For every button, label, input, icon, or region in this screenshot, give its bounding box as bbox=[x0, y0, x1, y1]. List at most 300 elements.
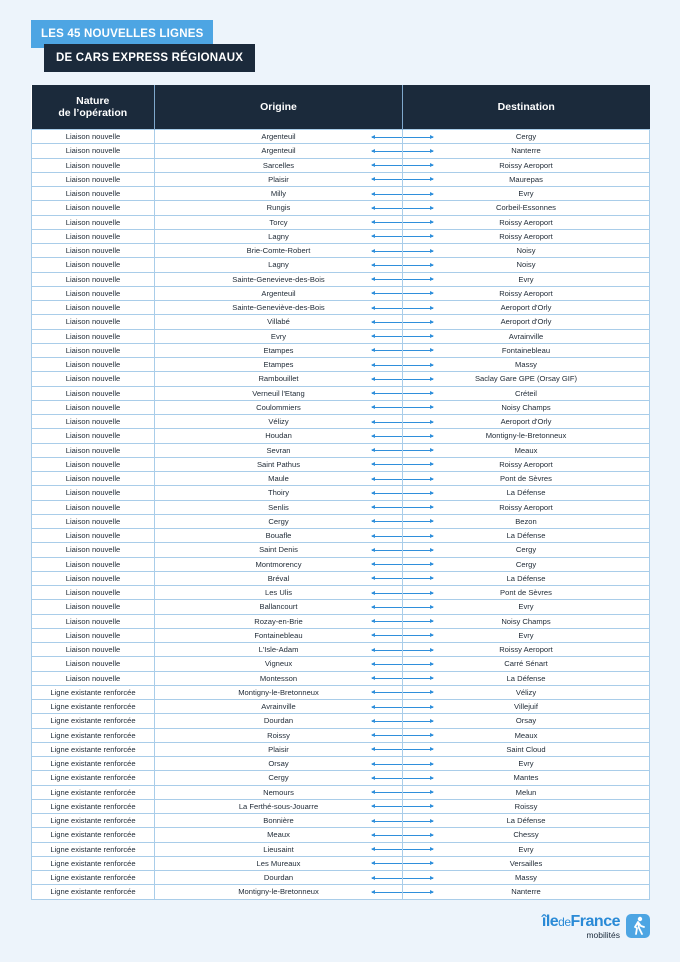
cell-nature: Liaison nouvelle bbox=[32, 172, 155, 186]
table-row bbox=[32, 215, 650, 229]
cell-destination bbox=[403, 443, 650, 457]
cell-nature: Liaison nouvelle bbox=[32, 657, 155, 671]
origine-text: Montigny-le-Bretonneux bbox=[238, 687, 319, 697]
arrow-right-icon bbox=[403, 493, 433, 494]
arrow-right-icon bbox=[403, 322, 433, 323]
table-row bbox=[32, 229, 650, 243]
destination-text: Villejuif bbox=[514, 702, 538, 711]
cell-destination bbox=[403, 400, 650, 414]
cell-destination bbox=[403, 714, 650, 728]
logo-subtitle: mobilités bbox=[586, 930, 620, 940]
cell-origine bbox=[155, 643, 403, 657]
table-row bbox=[32, 187, 650, 201]
arrow-right-icon bbox=[403, 849, 433, 850]
origine-text: Ballancourt bbox=[259, 602, 298, 612]
destination-text: Melun bbox=[515, 787, 537, 797]
cell-origine bbox=[155, 600, 403, 614]
arrow-right-icon bbox=[403, 265, 433, 266]
origine-text: Vigneux bbox=[264, 659, 293, 669]
origine-text: Brie-Comte-Robert bbox=[246, 246, 311, 255]
arrow-left-icon bbox=[372, 436, 402, 437]
arrow-left-icon bbox=[372, 137, 402, 138]
arrow-right-icon bbox=[403, 422, 433, 423]
arrow-right-icon bbox=[403, 365, 433, 366]
arrow-left-icon bbox=[372, 650, 402, 651]
arrow-left-icon bbox=[372, 293, 402, 294]
cell-nature: Liaison nouvelle bbox=[32, 301, 155, 315]
column-header-nature: Nature de l’opération bbox=[32, 85, 155, 130]
arrow-right-icon bbox=[403, 749, 433, 750]
destination-text: Avrainville bbox=[508, 331, 544, 341]
origine-text: Montigny-le-Bretonneux bbox=[238, 887, 319, 897]
cell-origine bbox=[155, 372, 403, 386]
table-row bbox=[32, 600, 650, 614]
title-line-1: LES 45 NOUVELLES LIGNES bbox=[31, 20, 213, 48]
cell-destination bbox=[403, 828, 650, 842]
arrow-left-icon bbox=[372, 721, 402, 722]
table-row bbox=[32, 443, 650, 457]
cell-destination bbox=[403, 201, 650, 215]
cell-nature: Ligne existante renforcée bbox=[32, 728, 155, 742]
destination-text: Evry bbox=[518, 844, 534, 854]
arrow-right-icon bbox=[403, 664, 433, 665]
cell-origine bbox=[155, 685, 403, 699]
arrow-right-icon bbox=[403, 350, 433, 351]
cell-nature: Ligne existante renforcée bbox=[32, 856, 155, 870]
cell-origine bbox=[155, 329, 403, 343]
origine-text: Les Mureaux bbox=[256, 858, 301, 868]
arrow-left-icon bbox=[372, 536, 402, 537]
origine-text: Cergy bbox=[268, 773, 289, 783]
cell-origine bbox=[155, 472, 403, 486]
origine-text: Montmorency bbox=[255, 559, 302, 569]
cell-destination bbox=[403, 187, 650, 201]
cell-origine bbox=[155, 187, 403, 201]
origine-text: Senlis bbox=[268, 502, 289, 512]
cell-destination bbox=[403, 571, 650, 585]
table-row bbox=[32, 543, 650, 557]
arrow-left-icon bbox=[372, 821, 402, 822]
cell-origine bbox=[155, 814, 403, 828]
cell-destination bbox=[403, 543, 650, 557]
table-row bbox=[32, 429, 650, 443]
cell-origine bbox=[155, 244, 403, 258]
destination-text: Nanterre bbox=[511, 887, 541, 897]
arrow-right-icon bbox=[403, 721, 433, 722]
origine-text: Rungis bbox=[266, 203, 291, 213]
destination-text: Saint Cloud bbox=[506, 744, 546, 754]
cell-nature: Liaison nouvelle bbox=[32, 557, 155, 571]
arrow-right-icon bbox=[403, 293, 433, 294]
arrow-left-icon bbox=[372, 692, 402, 693]
destination-text: Massy bbox=[515, 873, 537, 882]
cell-destination bbox=[403, 771, 650, 785]
origine-text: Argenteuil bbox=[261, 288, 296, 298]
cell-origine bbox=[155, 771, 403, 785]
cell-nature: Liaison nouvelle bbox=[32, 643, 155, 657]
destination-text: Roissy Aeroport bbox=[499, 160, 553, 170]
destination-text: Créteil bbox=[515, 388, 537, 398]
logo-wordmark: îledeFrance bbox=[541, 913, 620, 930]
table-body bbox=[32, 130, 650, 900]
cell-origine bbox=[155, 799, 403, 813]
arrow-left-icon bbox=[372, 350, 402, 351]
cell-origine bbox=[155, 514, 403, 528]
cell-origine bbox=[155, 400, 403, 414]
cell-origine bbox=[155, 429, 403, 443]
table-row bbox=[32, 244, 650, 258]
destination-text: Orsay bbox=[515, 716, 537, 726]
destination-text: Evry bbox=[518, 602, 534, 612]
cell-destination bbox=[403, 258, 650, 272]
origine-text: Nemours bbox=[263, 787, 294, 797]
arrow-left-icon bbox=[372, 664, 402, 665]
cell-destination bbox=[403, 343, 650, 357]
destination-text: Aeroport d'Orly bbox=[500, 303, 552, 312]
cell-nature: Liaison nouvelle bbox=[32, 472, 155, 486]
origine-text: Sainte-Genevieve-des-Bois bbox=[232, 274, 325, 284]
arrow-right-icon bbox=[403, 578, 433, 579]
destination-text: La Défense bbox=[506, 573, 546, 583]
arrow-left-icon bbox=[372, 678, 402, 679]
cell-destination bbox=[403, 742, 650, 756]
arrow-left-icon bbox=[372, 578, 402, 579]
cell-origine bbox=[155, 871, 403, 885]
table-row bbox=[32, 814, 650, 828]
table-row bbox=[32, 643, 650, 657]
arrow-left-icon bbox=[372, 635, 402, 636]
arrow-left-icon bbox=[372, 564, 402, 565]
origine-text: Lieusaint bbox=[263, 844, 294, 854]
destination-text: Meaux bbox=[514, 445, 538, 455]
cell-origine bbox=[155, 130, 403, 144]
arrow-right-icon bbox=[403, 151, 433, 152]
destination-text: La Défense bbox=[506, 531, 546, 540]
cell-nature: Ligne existante renforcée bbox=[32, 757, 155, 771]
origine-text: Plaisir bbox=[268, 174, 289, 184]
destination-text: Massy bbox=[515, 360, 537, 369]
origine-text: Sarcelles bbox=[262, 160, 295, 170]
destination-text: Evry bbox=[518, 759, 534, 768]
table-row bbox=[32, 158, 650, 172]
cell-nature: Liaison nouvelle bbox=[32, 286, 155, 300]
table-row bbox=[32, 700, 650, 714]
destination-text: La Défense bbox=[506, 673, 546, 683]
table-row bbox=[32, 728, 650, 742]
cell-destination bbox=[403, 514, 650, 528]
cell-nature: Liaison nouvelle bbox=[32, 272, 155, 286]
destination-text: La Défense bbox=[506, 488, 546, 498]
cell-nature: Liaison nouvelle bbox=[32, 415, 155, 429]
origine-text: Orsay bbox=[268, 759, 289, 768]
arrow-left-icon bbox=[372, 735, 402, 736]
destination-text: Roissy Aeroport bbox=[499, 645, 553, 654]
cell-nature: Liaison nouvelle bbox=[32, 586, 155, 600]
arrow-left-icon bbox=[372, 336, 402, 337]
cell-nature: Liaison nouvelle bbox=[32, 158, 155, 172]
table-row bbox=[32, 343, 650, 357]
column-header-origine: Origine bbox=[155, 85, 403, 130]
destination-text: Vélizy bbox=[515, 687, 537, 697]
cell-nature: Liaison nouvelle bbox=[32, 543, 155, 557]
origine-text: Torcy bbox=[269, 217, 288, 227]
arrow-right-icon bbox=[403, 165, 433, 166]
cell-nature: Ligne existante renforcée bbox=[32, 871, 155, 885]
arrow-right-icon bbox=[403, 550, 433, 551]
arrow-left-icon bbox=[372, 493, 402, 494]
cell-destination bbox=[403, 386, 650, 400]
table-row bbox=[32, 472, 650, 486]
arrow-left-icon bbox=[372, 479, 402, 480]
origine-text: Argenteuil bbox=[261, 132, 296, 141]
arrow-right-icon bbox=[403, 393, 433, 394]
destination-text: Cergy bbox=[515, 132, 537, 141]
table-row bbox=[32, 557, 650, 571]
table-row bbox=[32, 671, 650, 685]
cell-destination bbox=[403, 814, 650, 828]
arrow-left-icon bbox=[372, 521, 402, 522]
cell-origine bbox=[155, 315, 403, 329]
destination-text: Aeroport d'Orly bbox=[500, 417, 552, 426]
arrow-left-icon bbox=[372, 764, 402, 765]
cell-origine bbox=[155, 742, 403, 756]
cell-destination bbox=[403, 229, 650, 243]
origine-text: Coulommiers bbox=[256, 402, 301, 412]
arrow-right-icon bbox=[403, 593, 433, 594]
origine-text: Saint Pathus bbox=[256, 459, 301, 469]
destination-text: Roissy bbox=[514, 801, 538, 811]
table-row bbox=[32, 144, 650, 158]
arrow-right-icon bbox=[403, 179, 433, 180]
cell-destination bbox=[403, 685, 650, 699]
table-row bbox=[32, 742, 650, 756]
cell-origine bbox=[155, 343, 403, 357]
cell-destination bbox=[403, 785, 650, 799]
cell-nature: Liaison nouvelle bbox=[32, 571, 155, 585]
arrow-right-icon bbox=[403, 251, 433, 252]
destination-text: Mantes bbox=[513, 773, 539, 783]
cell-destination bbox=[403, 158, 650, 172]
table-row bbox=[32, 828, 650, 842]
arrow-left-icon bbox=[372, 878, 402, 879]
cell-destination bbox=[403, 172, 650, 186]
cell-destination bbox=[403, 728, 650, 742]
origine-text: L'Isle-Adam bbox=[258, 645, 299, 654]
origine-text: Villabé bbox=[267, 317, 290, 327]
arrow-left-icon bbox=[372, 593, 402, 594]
arrow-right-icon bbox=[403, 863, 433, 864]
arrow-right-icon bbox=[403, 479, 433, 480]
table-row bbox=[32, 785, 650, 799]
cell-origine bbox=[155, 229, 403, 243]
cell-origine bbox=[155, 586, 403, 600]
table-row bbox=[32, 172, 650, 186]
table-row bbox=[32, 514, 650, 528]
cell-destination bbox=[403, 600, 650, 614]
cell-destination bbox=[403, 329, 650, 343]
destination-text: Cergy bbox=[515, 545, 537, 555]
arrow-left-icon bbox=[372, 322, 402, 323]
cell-origine bbox=[155, 785, 403, 799]
arrow-right-icon bbox=[403, 222, 433, 223]
cell-nature: Ligne existante renforcée bbox=[32, 714, 155, 728]
arrow-left-icon bbox=[372, 308, 402, 309]
cell-nature: Liaison nouvelle bbox=[32, 244, 155, 258]
table-row bbox=[32, 614, 650, 628]
arrow-right-icon bbox=[403, 436, 433, 437]
origine-text: Bonnière bbox=[263, 816, 294, 825]
destination-text: Versailles bbox=[509, 858, 543, 868]
cell-origine bbox=[155, 657, 403, 671]
cell-destination bbox=[403, 486, 650, 500]
table-row bbox=[32, 415, 650, 429]
arrow-right-icon bbox=[403, 692, 433, 693]
arrow-right-icon bbox=[403, 621, 433, 622]
arrow-left-icon bbox=[372, 393, 402, 394]
origine-text: Plaisir bbox=[268, 744, 289, 754]
arrow-left-icon bbox=[372, 849, 402, 850]
cell-nature: Liaison nouvelle bbox=[32, 529, 155, 543]
cell-destination bbox=[403, 472, 650, 486]
origine-text: Etampes bbox=[263, 360, 294, 369]
origine-text: Roissy bbox=[267, 730, 290, 740]
origine-text: Maule bbox=[268, 474, 289, 483]
destination-text: Maurepas bbox=[509, 174, 543, 184]
destination-text: Roissy Aeroport bbox=[499, 231, 553, 241]
cell-origine bbox=[155, 158, 403, 172]
cell-nature: Liaison nouvelle bbox=[32, 329, 155, 343]
arrow-right-icon bbox=[403, 464, 433, 465]
cell-nature: Liaison nouvelle bbox=[32, 500, 155, 514]
arrow-left-icon bbox=[372, 407, 402, 408]
arrow-left-icon bbox=[372, 464, 402, 465]
cell-destination bbox=[403, 529, 650, 543]
cell-destination bbox=[403, 628, 650, 642]
origine-text: Dourdan bbox=[263, 873, 294, 882]
destination-text: Pont de Sèvres bbox=[500, 588, 552, 597]
table-row bbox=[32, 386, 650, 400]
table-row bbox=[32, 628, 650, 642]
arrow-right-icon bbox=[403, 450, 433, 451]
cell-origine bbox=[155, 557, 403, 571]
cell-destination bbox=[403, 671, 650, 685]
arrow-right-icon bbox=[403, 194, 433, 195]
cell-destination bbox=[403, 144, 650, 158]
cell-destination bbox=[403, 856, 650, 870]
cell-destination bbox=[403, 315, 650, 329]
destination-text: Roissy Aeroport bbox=[499, 459, 553, 469]
arrow-right-icon bbox=[403, 279, 433, 280]
destination-text: Pont de Sèvres bbox=[500, 474, 552, 483]
cell-destination bbox=[403, 457, 650, 471]
arrow-left-icon bbox=[372, 422, 402, 423]
arrow-right-icon bbox=[403, 208, 433, 209]
cell-nature: Liaison nouvelle bbox=[32, 457, 155, 471]
cell-nature: Liaison nouvelle bbox=[32, 187, 155, 201]
cell-destination bbox=[403, 871, 650, 885]
origine-text: Lagny bbox=[268, 260, 289, 270]
origine-text: Montesson bbox=[259, 673, 298, 683]
cell-nature: Liaison nouvelle bbox=[32, 343, 155, 357]
destination-text: Evry bbox=[518, 630, 534, 640]
origine-text: Argenteuil bbox=[261, 146, 296, 156]
cell-origine bbox=[155, 386, 403, 400]
cell-nature: Liaison nouvelle bbox=[32, 229, 155, 243]
cell-origine bbox=[155, 700, 403, 714]
arrow-right-icon bbox=[403, 892, 433, 893]
destination-text: La Défense bbox=[506, 816, 546, 825]
cell-destination bbox=[403, 272, 650, 286]
cell-destination bbox=[403, 130, 650, 144]
cell-nature: Liaison nouvelle bbox=[32, 486, 155, 500]
arrow-right-icon bbox=[403, 507, 433, 508]
cell-destination bbox=[403, 586, 650, 600]
arrow-left-icon bbox=[372, 265, 402, 266]
origine-text: Bouafle bbox=[265, 531, 292, 540]
table-row bbox=[32, 272, 650, 286]
arrow-right-icon bbox=[403, 521, 433, 522]
cell-destination bbox=[403, 415, 650, 429]
origine-text: Saint Denis bbox=[259, 545, 298, 555]
column-header-destination: Destination bbox=[403, 85, 650, 130]
cell-destination bbox=[403, 372, 650, 386]
arrow-left-icon bbox=[372, 621, 402, 622]
cell-origine bbox=[155, 172, 403, 186]
cell-destination bbox=[403, 643, 650, 657]
table-row bbox=[32, 571, 650, 585]
arrow-left-icon bbox=[372, 365, 402, 366]
cell-nature: Liaison nouvelle bbox=[32, 144, 155, 158]
origine-text: Cergy bbox=[268, 516, 289, 526]
cell-origine bbox=[155, 714, 403, 728]
arrow-left-icon bbox=[372, 222, 402, 223]
cell-origine bbox=[155, 258, 403, 272]
cell-origine bbox=[155, 443, 403, 457]
cell-destination bbox=[403, 286, 650, 300]
table-row bbox=[32, 457, 650, 471]
destination-text: Roissy Aeroport bbox=[499, 502, 553, 512]
arrow-right-icon bbox=[403, 564, 433, 565]
arrow-right-icon bbox=[403, 308, 433, 309]
arrow-left-icon bbox=[372, 778, 402, 779]
table-row bbox=[32, 315, 650, 329]
table-row bbox=[32, 842, 650, 856]
table-row bbox=[32, 856, 650, 870]
table-row bbox=[32, 885, 650, 899]
cell-destination bbox=[403, 557, 650, 571]
destination-text: Noisy Champs bbox=[501, 402, 551, 412]
cell-origine bbox=[155, 842, 403, 856]
cell-origine bbox=[155, 272, 403, 286]
arrow-left-icon bbox=[372, 707, 402, 708]
arrow-right-icon bbox=[403, 878, 433, 879]
destination-text: Nanterre bbox=[511, 146, 541, 156]
table-row bbox=[32, 486, 650, 500]
arrow-right-icon bbox=[403, 707, 433, 708]
table-row bbox=[32, 657, 650, 671]
arrow-left-icon bbox=[372, 450, 402, 451]
cell-nature: Liaison nouvelle bbox=[32, 429, 155, 443]
cell-origine bbox=[155, 201, 403, 215]
cell-origine bbox=[155, 215, 403, 229]
arrow-right-icon bbox=[403, 379, 433, 380]
idf-mobilites-logo bbox=[542, 914, 650, 940]
walking-person-icon bbox=[626, 914, 650, 938]
cell-nature: Ligne existante renforcée bbox=[32, 771, 155, 785]
cell-nature: Liaison nouvelle bbox=[32, 130, 155, 144]
table-row bbox=[32, 586, 650, 600]
arrow-right-icon bbox=[403, 792, 433, 793]
